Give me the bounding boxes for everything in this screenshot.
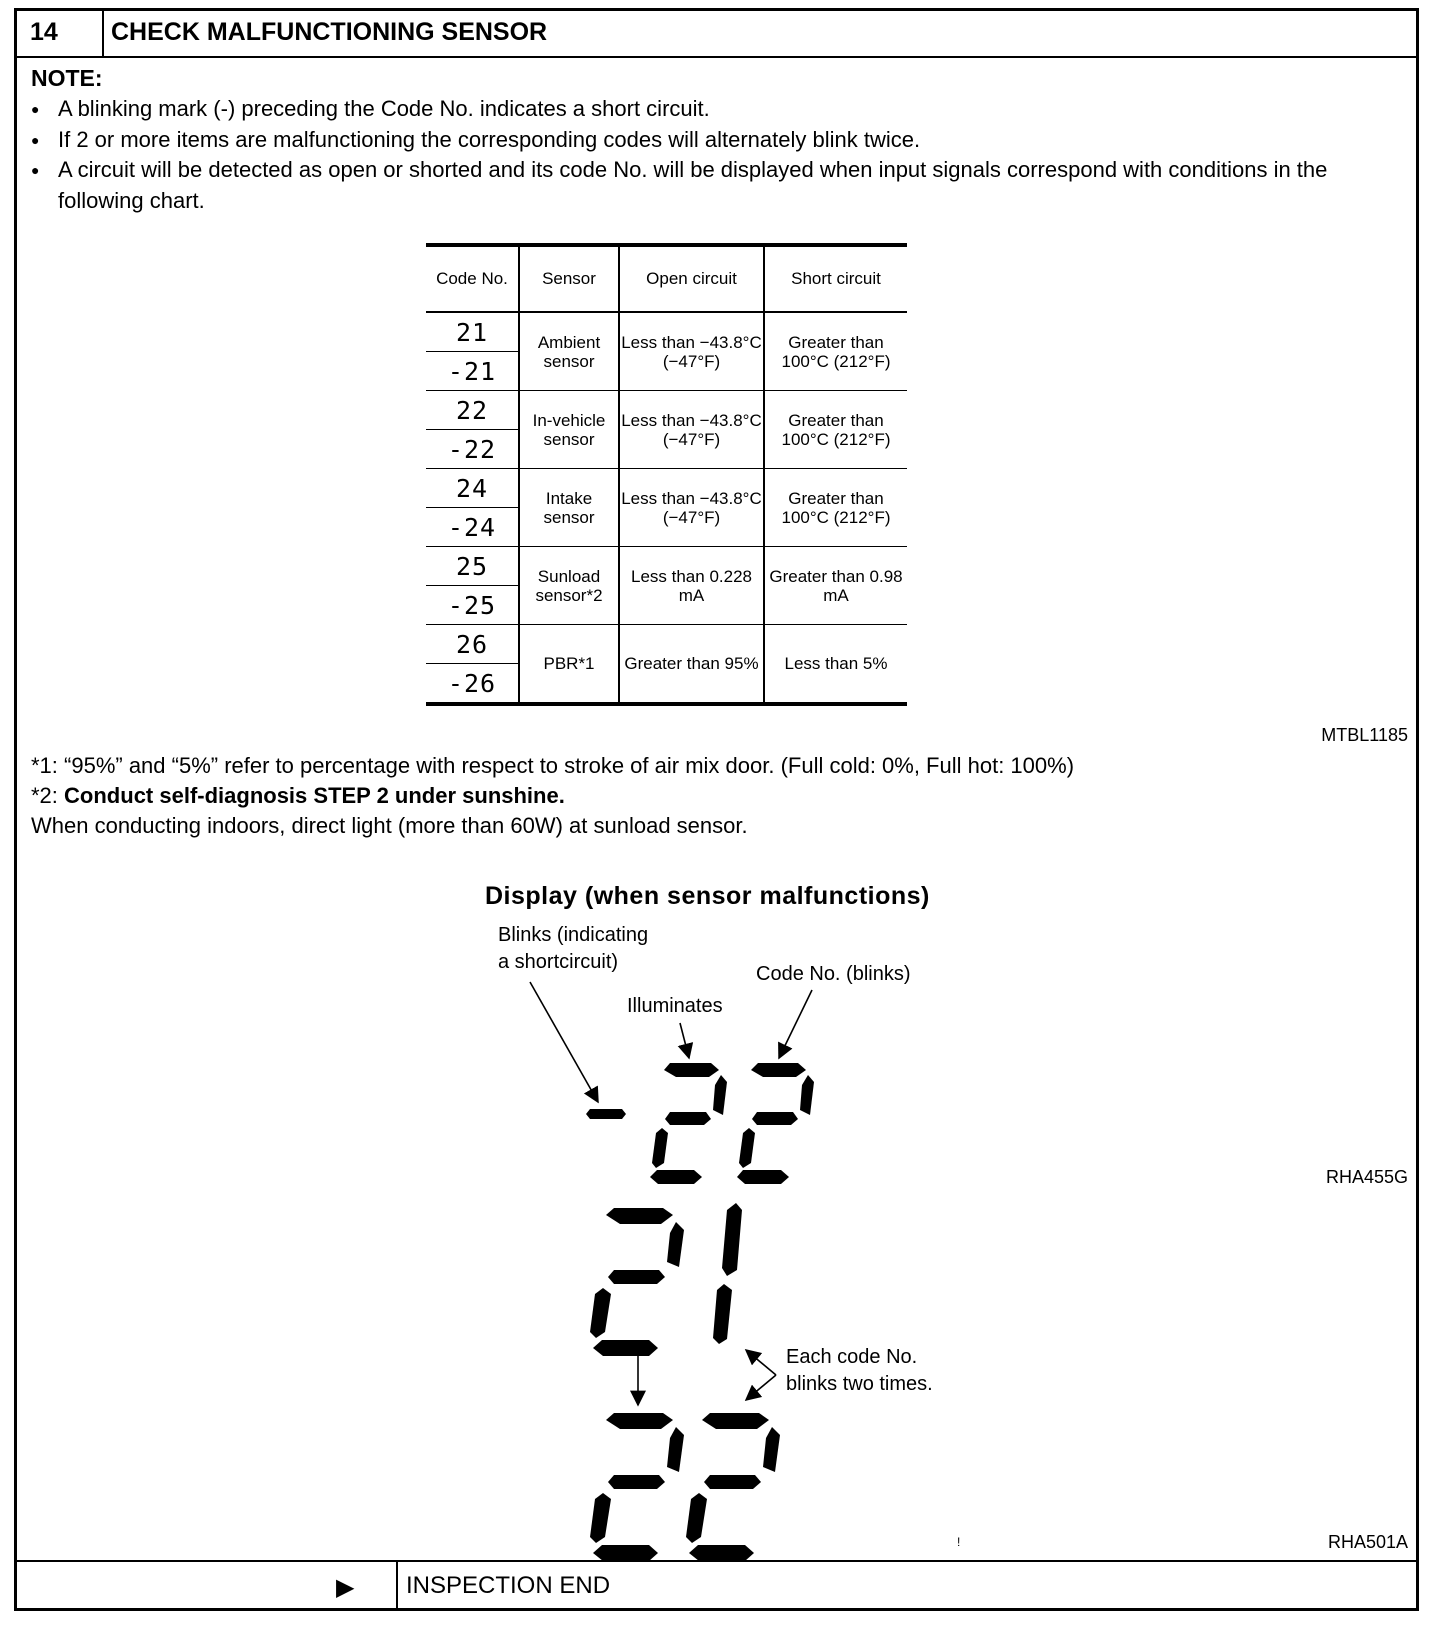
open-circuit-cell: Greater than 95% [619,625,764,705]
table-figure-id: MTBL1185 [1321,725,1408,745]
display-title: Display (when sensor malfunctions) [485,882,930,910]
label-blinks-line1: Blinks (indicating [498,924,649,946]
label-code-blinks: Code No. (blinks) [756,963,911,985]
code-cell: 21 [426,312,519,352]
figure-id-rha501a: RHA501A [1327,1532,1408,1552]
code-cell: 25 [426,547,519,586]
open-circuit-cell: Less than −43.8°C (−47°F) [619,391,764,469]
short-code-cell: -25 [426,586,519,625]
code-cell: 24 [426,469,519,508]
short-code-cell: -26 [447,668,497,698]
short-code-cell: -24 [426,508,519,547]
label-each-line1: Each code No. [786,1346,918,1368]
col-header-code: Code No. [426,245,519,312]
open-circuit-cell: Less than −43.8°C (−47°F) [619,469,764,547]
label-each-line2: blinks two times. [786,1373,933,1395]
short-circuit-cell: Greater than 0.98 mA [764,547,907,625]
sensor-cell: In-vehicle sensor [519,391,619,469]
step-header [14,8,1419,58]
stray-mark: ! [957,1535,961,1549]
open-circuit-cell: Less than 0.228 mA [619,547,764,625]
footnote-1: *1: “95%” and “5%” refer to percentage with respect to stroke of air mix door. (Full cold: 0%, Full hot: 100%) [31,753,1075,778]
footnote-2-prefix: *2: [31,783,58,808]
note-heading: NOTE: [31,65,103,91]
footnote-3: When conducting indoors, direct light (more than 60W) at sunload sensor. [31,813,748,838]
inspection-end-label[interactable]: INSPECTION END [406,1572,611,1599]
label-blinks-line2: a shortcircuit) [498,951,619,973]
short-circuit-cell: Greater than 100°C (212°F) [764,469,907,547]
sensor-cell: Sunload sensor*2 [519,547,619,625]
short-circuit-cell: Greater than 100°C (212°F) [764,391,907,469]
header-divider [102,8,104,56]
note-bullet: ● A blinking mark (-) preceding the Code No. indicates a short circuit. [31,94,1401,125]
step-title: CHECK MALFUNCTIONING SENSOR [111,18,548,46]
sensor-cell: Ambient sensor [519,312,619,391]
sensor-cell: PBR*1 [519,625,619,705]
footnote-2 [31,783,565,809]
label-illuminates: Illuminates [627,995,723,1017]
sensor-code-table [426,243,907,706]
short-circuit-cell: Less than 5% [764,625,907,705]
label-each-code [786,1344,933,1398]
col-header-short: Short circuit [764,245,907,312]
note-bullet: ● A circuit will be detected as open or shorted and its code No. will be displayed when input signals correspond with conditions in the following chart. [31,155,1401,216]
short-code-cell: -22 [426,430,519,469]
note-bullet: ● If 2 or more items are malfunctioning the corresponding codes will alternately blink twice. [31,125,1401,156]
code-cell: 26 [426,625,519,664]
inspection-end-row [14,1560,1419,1611]
short-circuit-cell: Greater than 100°C (212°F) [764,312,907,391]
sensor-cell: Intake sensor [519,469,619,547]
right-triangle-icon: ▶ [336,1574,355,1601]
footer-divider [396,1562,398,1611]
label-blinks [498,922,648,976]
code-cell: 22 [426,391,519,430]
note-bullets [31,94,1401,216]
step-number: 14 [30,18,58,46]
col-header-sensor: Sensor [519,245,619,312]
open-circuit-cell: Less than −43.8°C (−47°F) [619,312,764,391]
short-code-cell: -21 [426,352,519,391]
col-header-open: Open circuit [619,245,764,312]
figure-id-rha455g: RHA455G [1325,1167,1408,1187]
footnote-2-bold: Conduct self-diagnosis STEP 2 under sunshine. [64,783,565,808]
